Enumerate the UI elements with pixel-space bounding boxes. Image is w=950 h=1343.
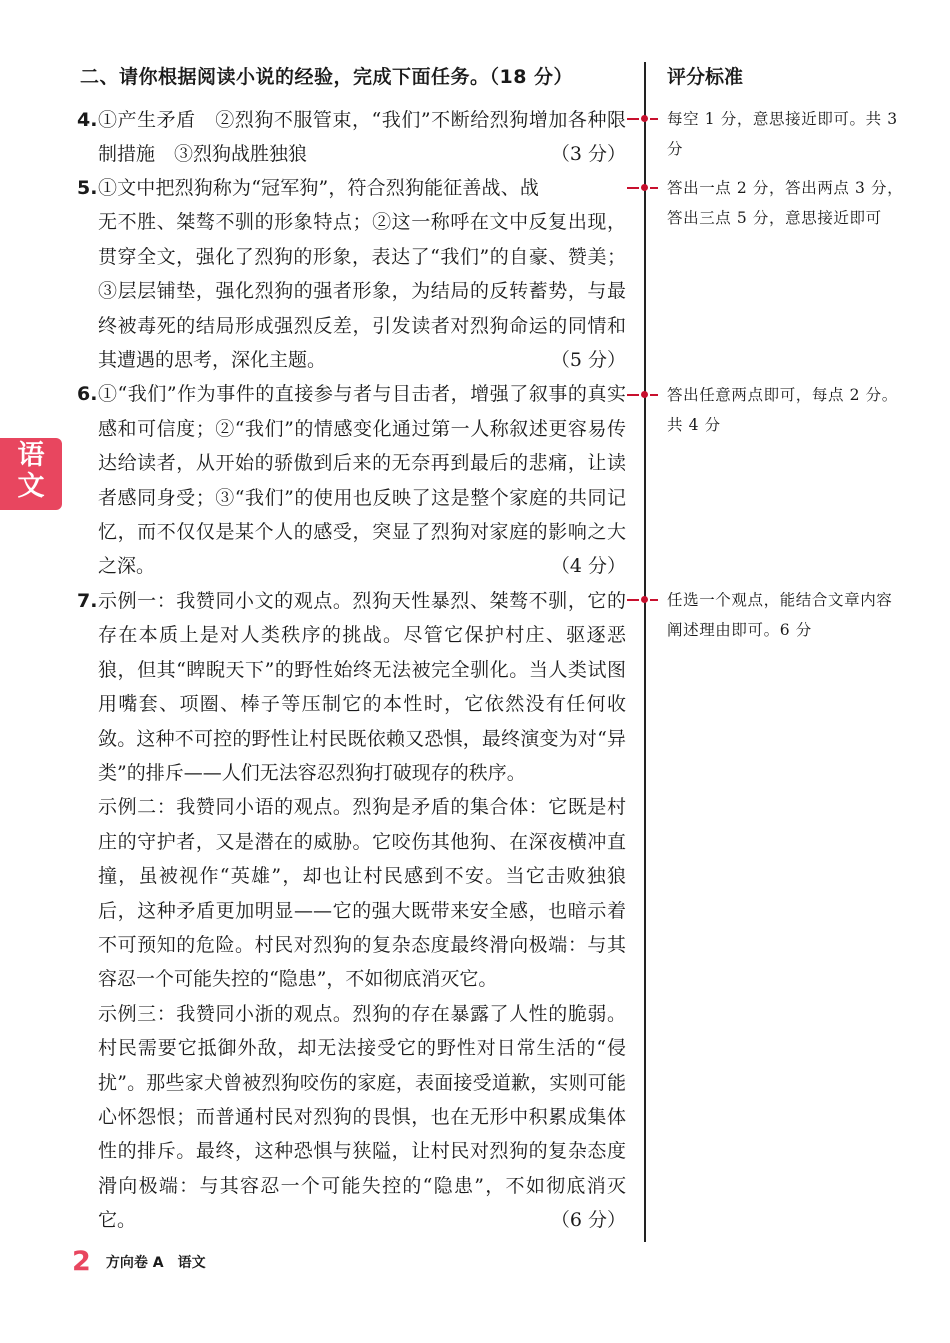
answer-points: （5 分） bbox=[550, 349, 626, 372]
page-number: 2 bbox=[72, 1246, 91, 1277]
page-footer bbox=[72, 1246, 206, 1277]
answer-number: 5. bbox=[77, 177, 98, 199]
answer-points: （4 分） bbox=[550, 555, 626, 578]
answer-points: （3 分） bbox=[550, 143, 626, 166]
answer-number: 6. bbox=[77, 383, 98, 406]
criteria-7: 任选一个观点，能结合文章内容阐述理由即可。6 分 bbox=[667, 591, 893, 639]
answer-4 bbox=[77, 103, 626, 171]
criteria-header: 评分标准 bbox=[667, 66, 744, 88]
link-marker bbox=[627, 388, 657, 402]
answer-text: ①文中把烈狗称为“冠军狗”，符合烈狗能征善战、战无不胜、桀骜不驯的形象特点；②这一称呼在文中反复出现，贯穿全文，强化了烈狗的形象，表达了“我们”的自豪、赞美；③层层铺垫，强化烈狗的强者形象，为结局的反转蓄势，与最终被毒死的结局形成强烈反差，引发读者对烈狗命运的同情和其遭遇的思考，深化主题。 bbox=[98, 177, 626, 372]
criteria-6: 答出任意两点即可，每点 2 分。共 4 分 bbox=[667, 386, 898, 434]
answer-text: ①“我们”作为事件的直接参与者与目击者，增强了叙事的真实感和可信度；②“我们”的情感变化通过第一人称叙述更容易传达给读者，从开始的骄傲到后来的无奈再到最后的悲痛，让读者感同身受；③“我们”的使用也反映了这是整个家庭的共同记忆，而不仅仅是某个人的感受，突显了烈狗对家庭的影响之大之深。 bbox=[98, 383, 626, 578]
answer-5 bbox=[77, 171, 626, 377]
answer-6 bbox=[77, 377, 626, 583]
subject-tab-label: 语文 bbox=[17, 440, 45, 502]
answer-text: ①产生矛盾 ②烈狗不服管束，“我们”不断给烈狗增加各种限制措施 ③烈狗战胜独狼 bbox=[98, 109, 626, 166]
section-title: 二、请你根据阅读小说的经验，完成下面任务。（18 分） bbox=[80, 66, 574, 88]
answer-number: 7. bbox=[77, 589, 98, 612]
answer-7 bbox=[77, 584, 626, 1238]
link-marker bbox=[627, 181, 657, 195]
answer-example-3: 示例三：我赞同小浙的观点。烈狗的存在暴露了人性的脆弱。村民需要它抵御外敌，却无法接受它的野性对日常生活的“侵扰”。那些家犬曾被烈狗咬伤的家庭，表面接受道歉，实则可能心怀怨恨；而普通村民对烈狗的畏惧，也在无形中积累成集体性的排斥。最终，这种恐惧与狭隘，让村民对烈狗的复杂态度滑向极端：与其容忍一个可能失控的“隐患”，不如彻底消灭它。 bbox=[98, 1002, 626, 1232]
answer-example-2: 示例二：我赞同小语的观点。烈狗是矛盾的集合体：它既是村庄的守护者，又是潜在的威胁。它咬伤其他狗、在深夜横冲直撞，虽被视作“英雄”，却也让村民感到不安。当它击败独狼后，这种矛盾更加明显——它的强大既带来安全感，也暗示着不可预知的危险。村民对烈狗的复杂态度最终滑向极端：与其容忍一个可能失控的“隐患”，不如彻底消灭它。 bbox=[98, 796, 626, 991]
link-marker bbox=[627, 593, 657, 607]
column-divider bbox=[644, 62, 646, 1242]
criteria-4: 每空 1 分，意思接近即可。共 3 分 bbox=[667, 110, 898, 158]
answer-text: 示例一：我赞同小文的观点。烈狗天性暴烈、桀骜不驯，它的存在本质上是对人类秩序的挑战。尽管它保护村庄、驱逐恶狼，但其“睥睨天下”的野性始终无法被完全驯化。当人类试图用嘴套、项圈、棒子等压制它的本性时，它依然没有任何收敛。这种不可控的野性让村民既依赖又恐惧，最终演变为对“异类”的排斥——人们无法容忍烈狗打破现存的秩序。 bbox=[98, 589, 626, 784]
answers-column bbox=[77, 103, 626, 1238]
answer-number: 4. bbox=[77, 109, 98, 131]
link-marker bbox=[627, 112, 657, 126]
footer-label: 方向卷 A 语文 bbox=[105, 1254, 206, 1271]
subject-tab bbox=[0, 438, 62, 510]
criteria-5: 答出一点 2 分，答出两点 3 分，答出三点 5 分，意思接近即可 bbox=[667, 179, 904, 227]
answer-points: （6 分） bbox=[550, 1209, 626, 1232]
